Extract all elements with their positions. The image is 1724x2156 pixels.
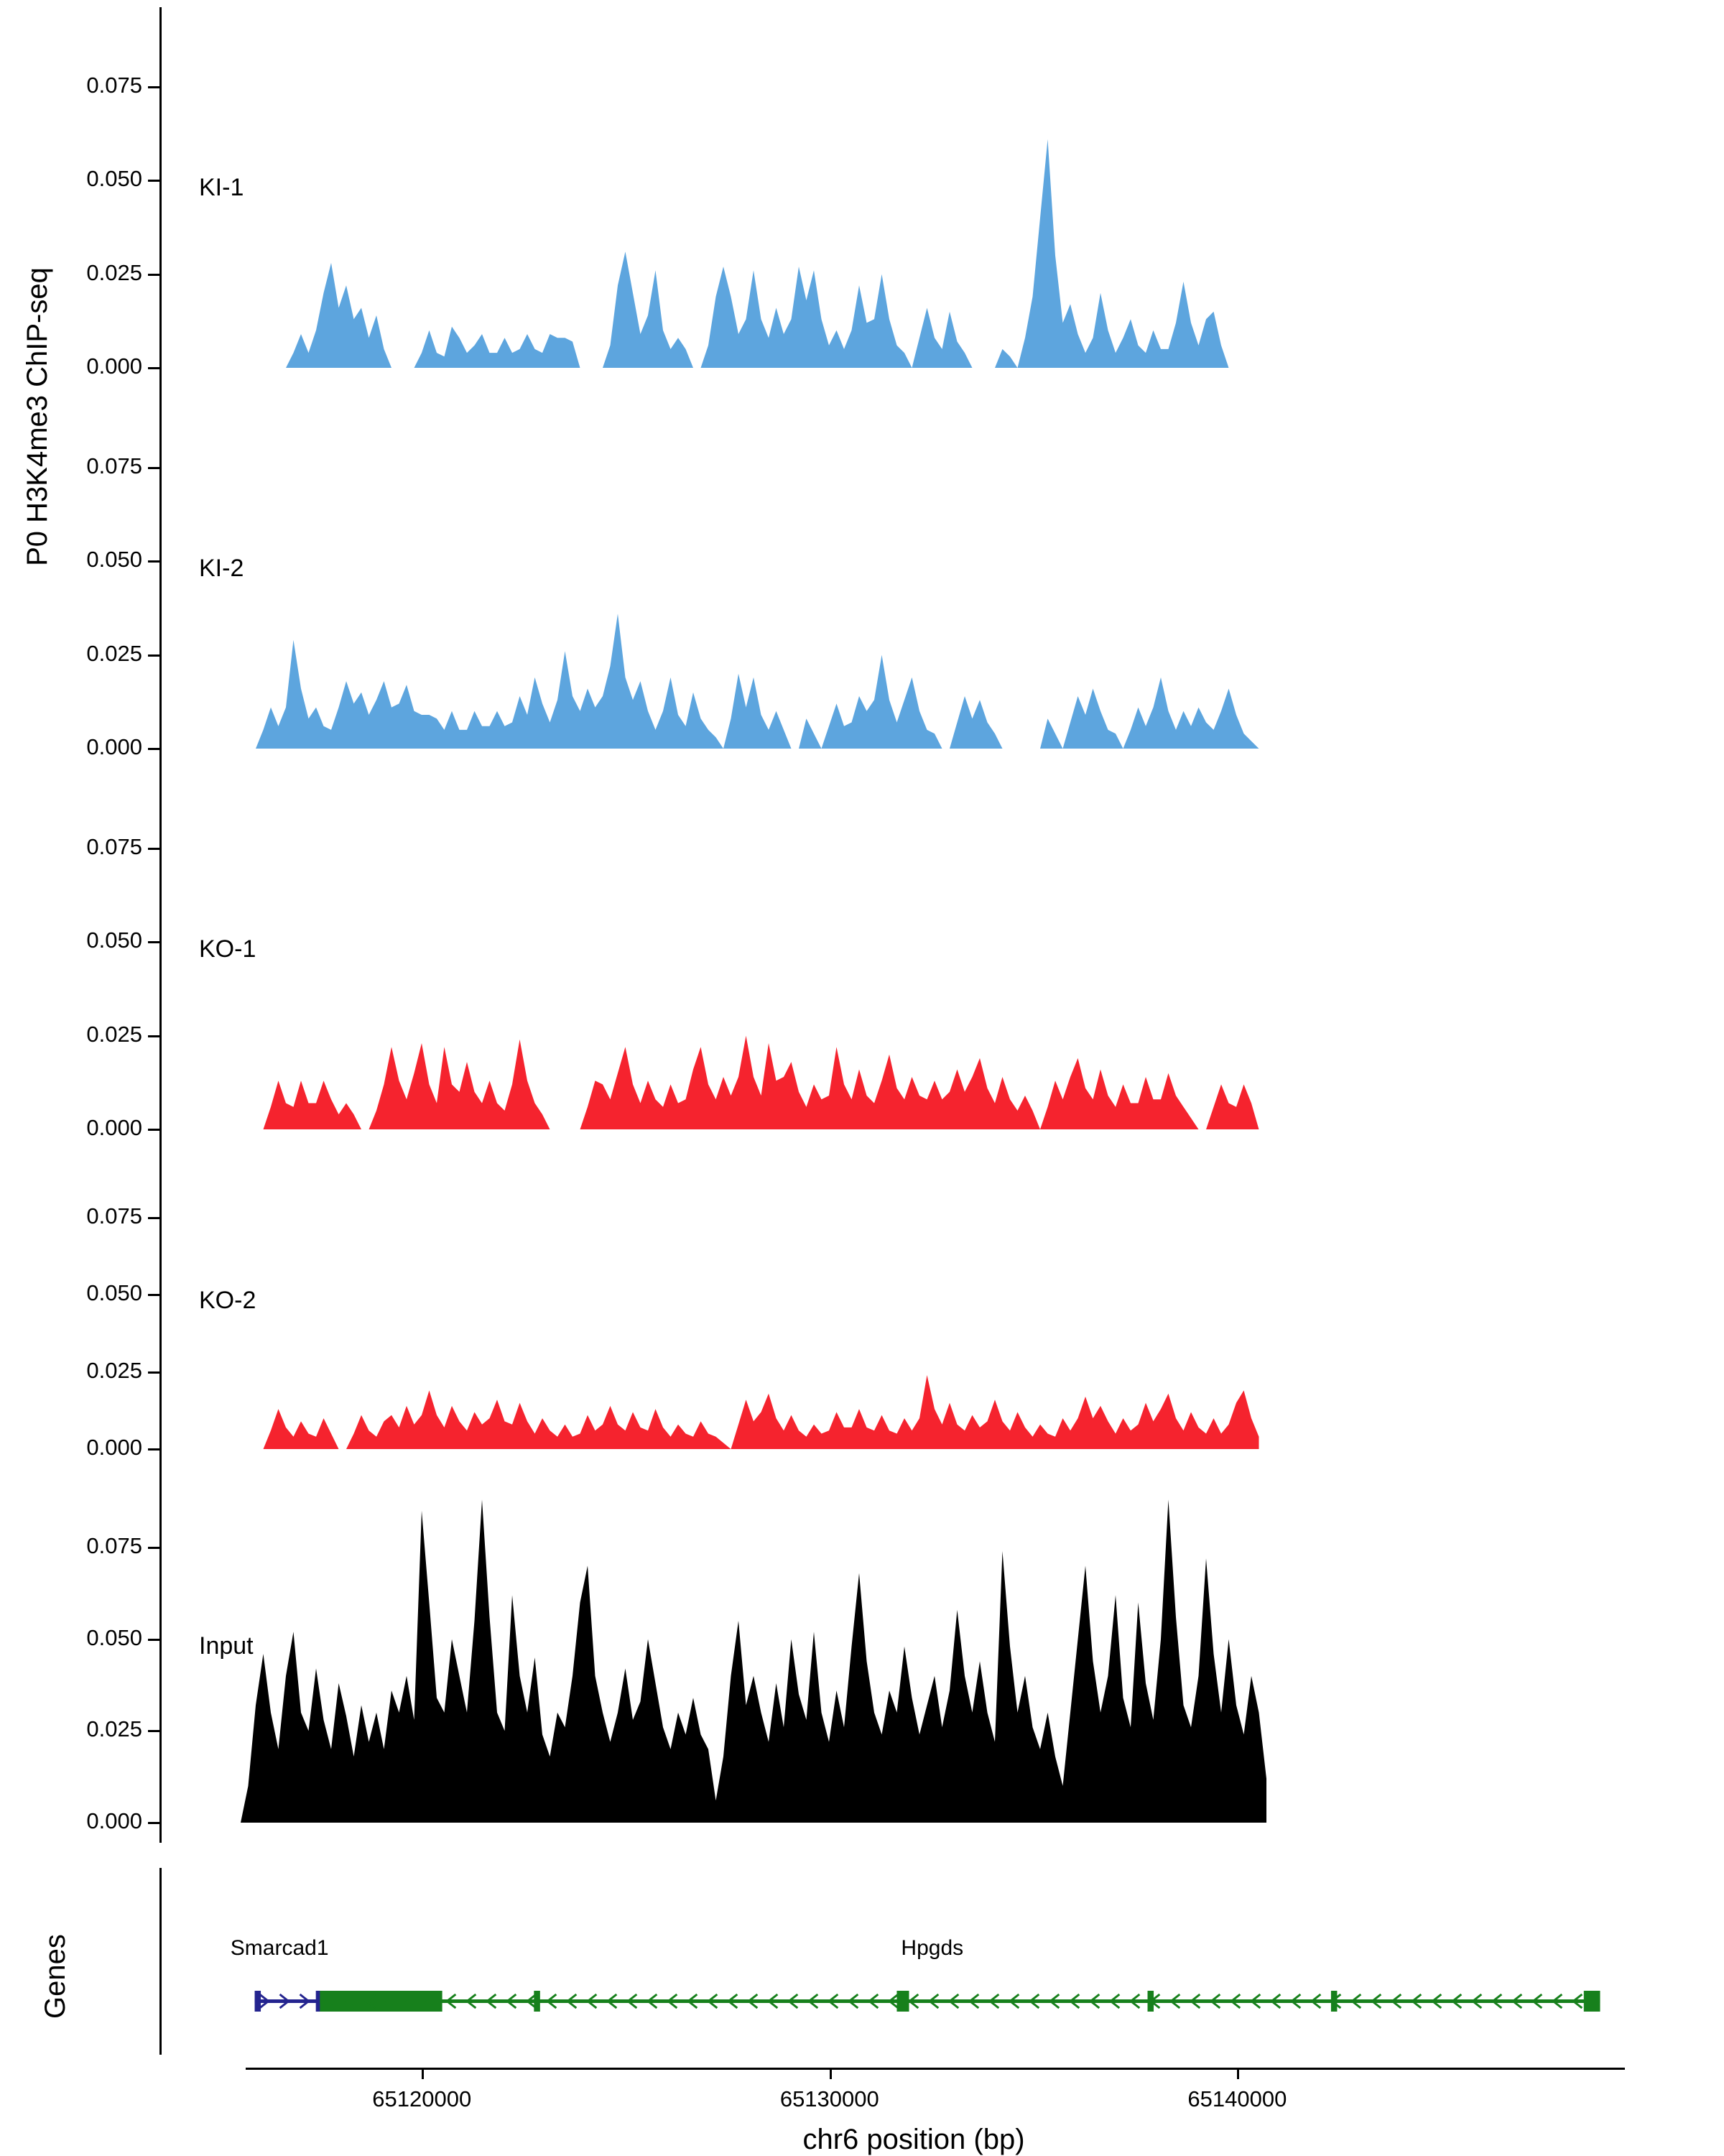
y-tick <box>148 848 159 850</box>
gene-models <box>161 1868 1669 2055</box>
y-tick-label: 0.050 <box>86 547 142 573</box>
x-axis-line <box>246 2068 1625 2070</box>
y-tick <box>148 560 159 563</box>
gene-name-smarcad1: Smarcad1 <box>230 1936 329 1960</box>
y-tick <box>148 1129 159 1131</box>
x-tick <box>830 2068 832 2079</box>
x-axis-label: chr6 position (bp) <box>802 2124 1025 2155</box>
genes-panel-label: Genes <box>40 1934 71 2019</box>
y-tick-label: 0.025 <box>86 259 142 285</box>
x-tick-label: 65130000 <box>779 2086 879 2111</box>
track-label-input: Input <box>199 1632 254 1660</box>
track-panel-ki-2 <box>86 388 1668 769</box>
y-tick-label: 0.025 <box>86 1716 142 1742</box>
track-panel-ki-1 <box>86 7 1668 388</box>
y-tick-label: 0.000 <box>86 734 142 759</box>
y-tick-label: 0.075 <box>86 1532 142 1558</box>
y-tick-label: 0.025 <box>86 1357 142 1383</box>
track-area-ki-1 <box>161 7 1669 388</box>
y-tick <box>148 467 159 469</box>
track-area-ki-2 <box>161 388 1669 769</box>
y-tick-label: 0.050 <box>86 1624 142 1650</box>
track-label-ko-1: KO-1 <box>199 935 256 963</box>
track-panel-ko-1 <box>86 769 1668 1149</box>
x-tick <box>1237 2068 1239 2079</box>
y-tick <box>148 1547 159 1549</box>
y-tick-label: 0.075 <box>86 1203 142 1229</box>
y-tick-label: 0.025 <box>86 1021 142 1047</box>
y-tick <box>148 274 159 276</box>
track-label-ki-2: KI-2 <box>199 554 244 582</box>
y-tick <box>148 367 159 369</box>
y-tick-label: 0.000 <box>86 353 142 379</box>
gene-name-hpgds: Hpgds <box>901 1936 964 1960</box>
y-tick-label: 0.000 <box>86 1808 142 1833</box>
y-tick <box>148 941 159 943</box>
track-label-ko-2: KO-2 <box>199 1286 256 1314</box>
y-tick-label: 0.075 <box>86 833 142 859</box>
y-tick <box>148 748 159 750</box>
y-tick-label: 0.025 <box>86 640 142 666</box>
track-panel-input <box>86 1469 1668 1843</box>
y-tick <box>148 1822 159 1824</box>
track-area-input <box>161 1469 1669 1843</box>
x-tick-label: 65140000 <box>1187 2086 1287 2111</box>
y-tick <box>148 1639 159 1641</box>
y-tick-label: 0.075 <box>86 72 142 98</box>
y-tick <box>148 1294 159 1296</box>
x-tick <box>422 2068 424 2079</box>
y-tick <box>148 1035 159 1037</box>
gene-annotation-panel <box>40 1868 1668 2055</box>
track-area-ko-2 <box>161 1149 1669 1469</box>
y-tick-label: 0.050 <box>86 927 142 953</box>
y-tick-label: 0.075 <box>86 453 142 478</box>
x-tick-label: 65120000 <box>372 2086 472 2111</box>
track-panel-ko-2 <box>86 1149 1668 1469</box>
y-tick <box>148 86 159 88</box>
y-tick-label: 0.000 <box>86 1115 142 1140</box>
y-tick <box>148 1448 159 1451</box>
y-axis-label: P0 H3K4me3 ChIP-seq <box>22 267 53 566</box>
y-tick <box>148 1730 159 1732</box>
y-tick <box>148 1217 159 1219</box>
y-tick <box>148 654 159 657</box>
track-label-ki-1: KI-1 <box>199 173 244 201</box>
y-tick <box>148 1371 159 1374</box>
y-tick-label: 0.050 <box>86 166 142 192</box>
y-tick-label: 0.000 <box>86 1435 142 1460</box>
track-area-ko-1 <box>161 769 1669 1149</box>
y-tick <box>148 180 159 182</box>
y-tick-label: 0.050 <box>86 1280 142 1306</box>
